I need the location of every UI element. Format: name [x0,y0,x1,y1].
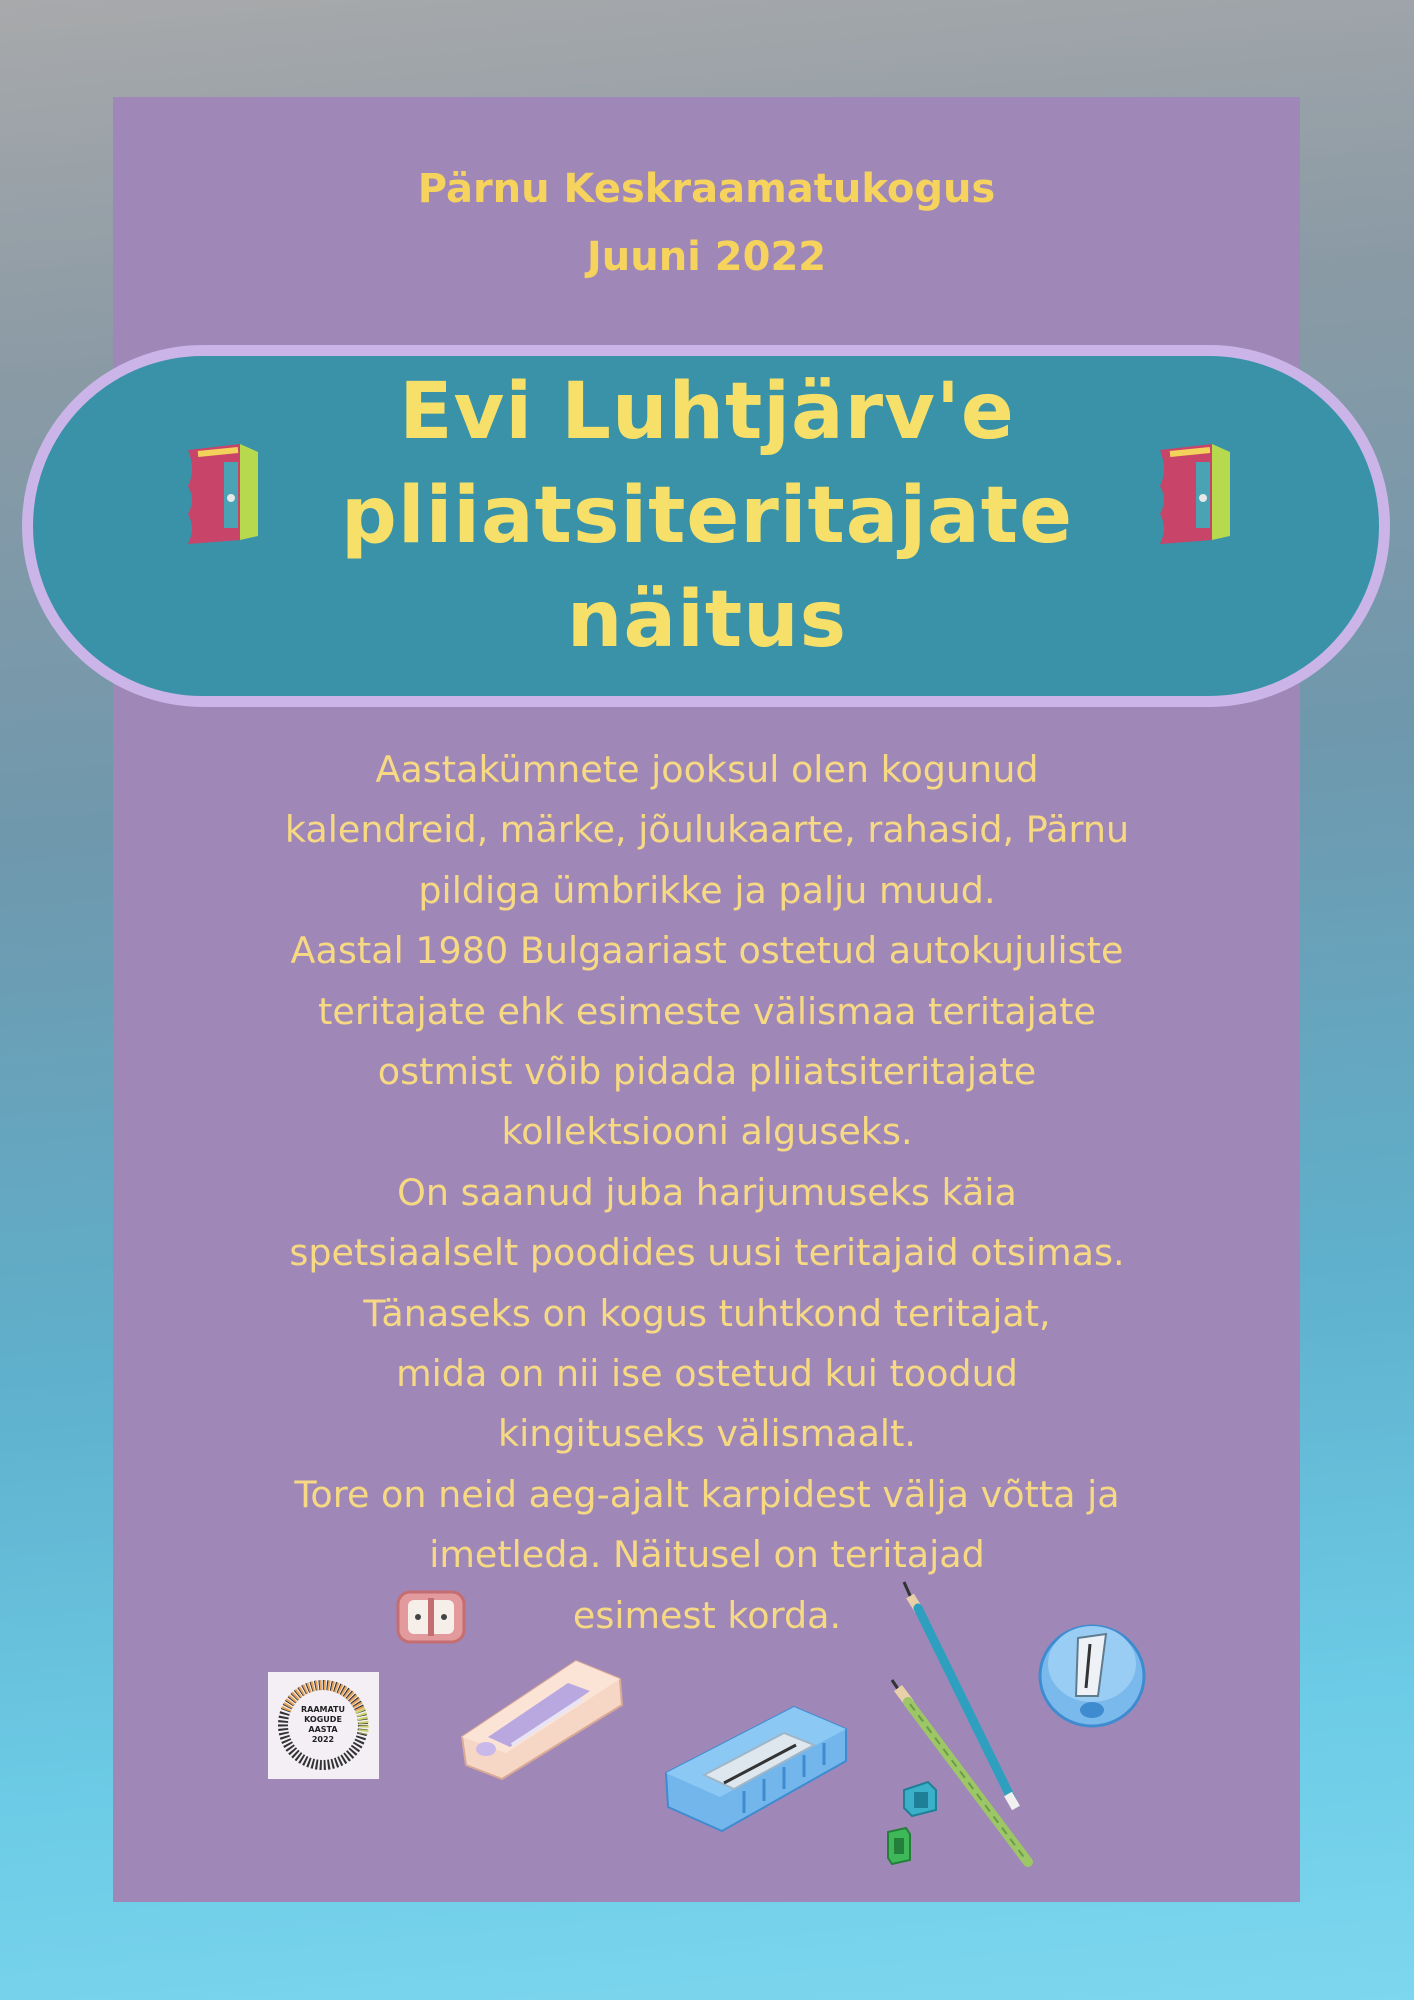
exhibition-description [230,740,1184,1646]
body-line: kalendreid, märke, jõulukaarte, rahasid, Pärnu [284,808,1130,852]
body-line: pildiga ümbrikke ja palju muud. [418,868,996,912]
title-line: Evi Luhtjärv'e [399,367,1015,457]
logo-text-line: KOGUDE [304,1715,342,1724]
body-line: imetleda. Näitusel on teritajad [429,1533,985,1577]
sharpener-icon [1152,440,1236,548]
body-line: spetsiaalselt poodides uusi teritajaid otsimas. [289,1231,1125,1275]
sharpener-icon [180,440,264,548]
mini-sharpener-icon [900,1780,940,1818]
exhibition-date: Juuni 2022 [586,234,827,280]
title-line: näitus [566,575,848,665]
body-line: kingituseks välismaalt. [497,1412,916,1456]
library-name: Pärnu Keskraamatukogus [417,166,996,212]
body-line: ostmist võib pidada pliiatsiteritajate [377,1050,1037,1094]
logo-text-line: AASTA [308,1725,338,1734]
body-line: esimest korda. [572,1593,842,1637]
body-line: Aastakümnete jooksul olen kogunud [375,748,1039,791]
round-sharpener-icon [1036,1618,1149,1730]
raamatukogude-aasta-logo [268,1672,379,1779]
logo-text-line: 2022 [311,1735,335,1744]
blue-sharpener-icon [664,1703,849,1834]
mini-sharpener-icon [884,1826,914,1866]
logo-text-line: RAAMATU [300,1705,346,1714]
title-line: pliiatsiteritajate [341,471,1073,561]
exhibition-title [250,360,1164,672]
body-line: Tänaseks on kogus tuhtkond teritajat, [363,1291,1051,1335]
body-line: Aastal 1980 Bulgaariast ostetud autokujuliste [290,929,1124,973]
eraser-sharpener-icon [458,1655,628,1781]
body-line: mida on nii ise ostetud kui toodud [396,1352,1018,1396]
body-line: teritajate ehk esimeste välismaa teritajate [318,989,1096,1033]
body-line: On saanud juba harjumuseks käia [397,1170,1017,1214]
body-line: kollektsiooni alguseks. [501,1110,913,1154]
body-line: Tore on neid aeg-ajalt karpidest välja võtta ja [294,1472,1120,1516]
small-sharpener-icon [394,1586,470,1648]
